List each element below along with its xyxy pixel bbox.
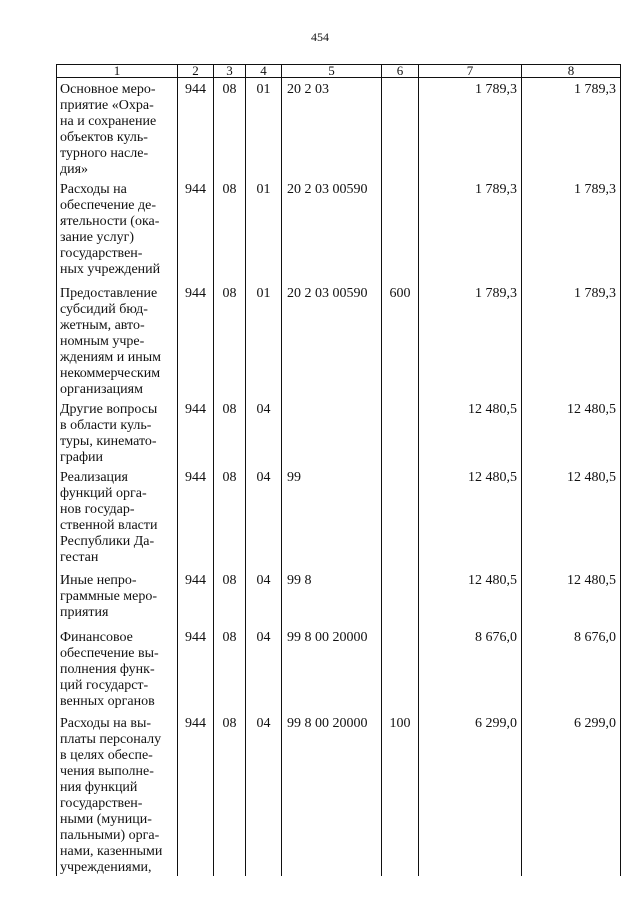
subsection-code: 01: [246, 178, 282, 282]
section-code: 08: [214, 178, 246, 282]
row-name: Предоставление субсидий бюд- жетным, авто- номным учре- ждениям и иным некоммерческим организациям: [57, 282, 178, 398]
amount-col8: 12 480,5: [522, 569, 621, 626]
section-code: 08: [214, 78, 246, 179]
expense-type: [382, 178, 419, 282]
amount-col7: 1 789,3: [419, 282, 522, 398]
table-row: [57, 466, 621, 569]
ministry-code: 944: [178, 78, 214, 179]
section-code: 08: [214, 398, 246, 466]
amount-col8: 6 299,0: [522, 712, 621, 876]
row-name: Расходы на обеспечение де- ятельности (ока- зание услуг) государствен- ных учреждений: [57, 178, 178, 282]
table-row: [57, 78, 621, 179]
section-code: 08: [214, 569, 246, 626]
ministry-code: 944: [178, 569, 214, 626]
amount-col7: 12 480,5: [419, 466, 522, 569]
amount-col7: 8 676,0: [419, 626, 522, 712]
amount-col7: 6 299,0: [419, 712, 522, 876]
budget-table: [56, 64, 621, 876]
target-article: [282, 398, 382, 466]
table-row: [57, 626, 621, 712]
subsection-code: 01: [246, 78, 282, 179]
amount-col8: 12 480,5: [522, 466, 621, 569]
table-row: [57, 398, 621, 466]
amount-col7: 12 480,5: [419, 569, 522, 626]
column-header-2: 2: [178, 65, 214, 78]
target-article: 99: [282, 466, 382, 569]
subsection-code: 04: [246, 398, 282, 466]
ministry-code: 944: [178, 178, 214, 282]
section-code: 08: [214, 282, 246, 398]
table-row: [57, 569, 621, 626]
subsection-code: 04: [246, 626, 282, 712]
target-article: 20 2 03: [282, 78, 382, 179]
row-name: Иные непро- граммные меро- приятия: [57, 569, 178, 626]
amount-col8: 1 789,3: [522, 78, 621, 179]
row-name: Расходы на вы- платы персоналу в целях обеспе- чения выполне- ния функций государствен- ными (муници- пальными) орга- нами, казенными учреждениями,: [57, 712, 178, 876]
target-article: 20 2 03 00590: [282, 178, 382, 282]
column-header-4: 4: [246, 65, 282, 78]
expense-type: [382, 569, 419, 626]
section-code: 08: [214, 626, 246, 712]
table-row: [57, 282, 621, 398]
target-article: 99 8: [282, 569, 382, 626]
row-name: Реализация функций орга- нов государ- ственной власти Республики Да- гестан: [57, 466, 178, 569]
column-header-1: 1: [57, 65, 178, 78]
amount-col8: 12 480,5: [522, 398, 621, 466]
section-code: 08: [214, 712, 246, 876]
amount-col8: 1 789,3: [522, 282, 621, 398]
expense-type: [382, 78, 419, 179]
section-code: 08: [214, 466, 246, 569]
column-header-3: 3: [214, 65, 246, 78]
row-name: Финансовое обеспечение вы- полнения функ- ций государст- венных органов: [57, 626, 178, 712]
ministry-code: 944: [178, 626, 214, 712]
target-article: 99 8 00 20000: [282, 626, 382, 712]
row-name: Основное меро- приятие «Охра- на и сохранение объектов куль- турного насле- дия»: [57, 78, 178, 179]
row-name: Другие вопросы в области куль- туры, кинемато- графии: [57, 398, 178, 466]
expense-type: 600: [382, 282, 419, 398]
target-article: 99 8 00 20000: [282, 712, 382, 876]
ministry-code: 944: [178, 398, 214, 466]
amount-col7: 1 789,3: [419, 178, 522, 282]
expense-type: [382, 466, 419, 569]
ministry-code: 944: [178, 466, 214, 569]
column-header-7: 7: [419, 65, 522, 78]
table-row: [57, 178, 621, 282]
ministry-code: 944: [178, 282, 214, 398]
expense-type: [382, 626, 419, 712]
amount-col7: 12 480,5: [419, 398, 522, 466]
table-row: [57, 712, 621, 876]
expense-type: [382, 398, 419, 466]
target-article: 20 2 03 00590: [282, 282, 382, 398]
column-header-8: 8: [522, 65, 621, 78]
ministry-code: 944: [178, 712, 214, 876]
amount-col7: 1 789,3: [419, 78, 522, 179]
expense-type: 100: [382, 712, 419, 876]
column-header-6: 6: [382, 65, 419, 78]
page-number: 454: [311, 30, 329, 44]
subsection-code: 04: [246, 466, 282, 569]
amount-col8: 8 676,0: [522, 626, 621, 712]
column-header-5: 5: [282, 65, 382, 78]
subsection-code: 04: [246, 569, 282, 626]
amount-col8: 1 789,3: [522, 178, 621, 282]
subsection-code: 04: [246, 712, 282, 876]
table-header-row: [57, 65, 621, 78]
subsection-code: 01: [246, 282, 282, 398]
